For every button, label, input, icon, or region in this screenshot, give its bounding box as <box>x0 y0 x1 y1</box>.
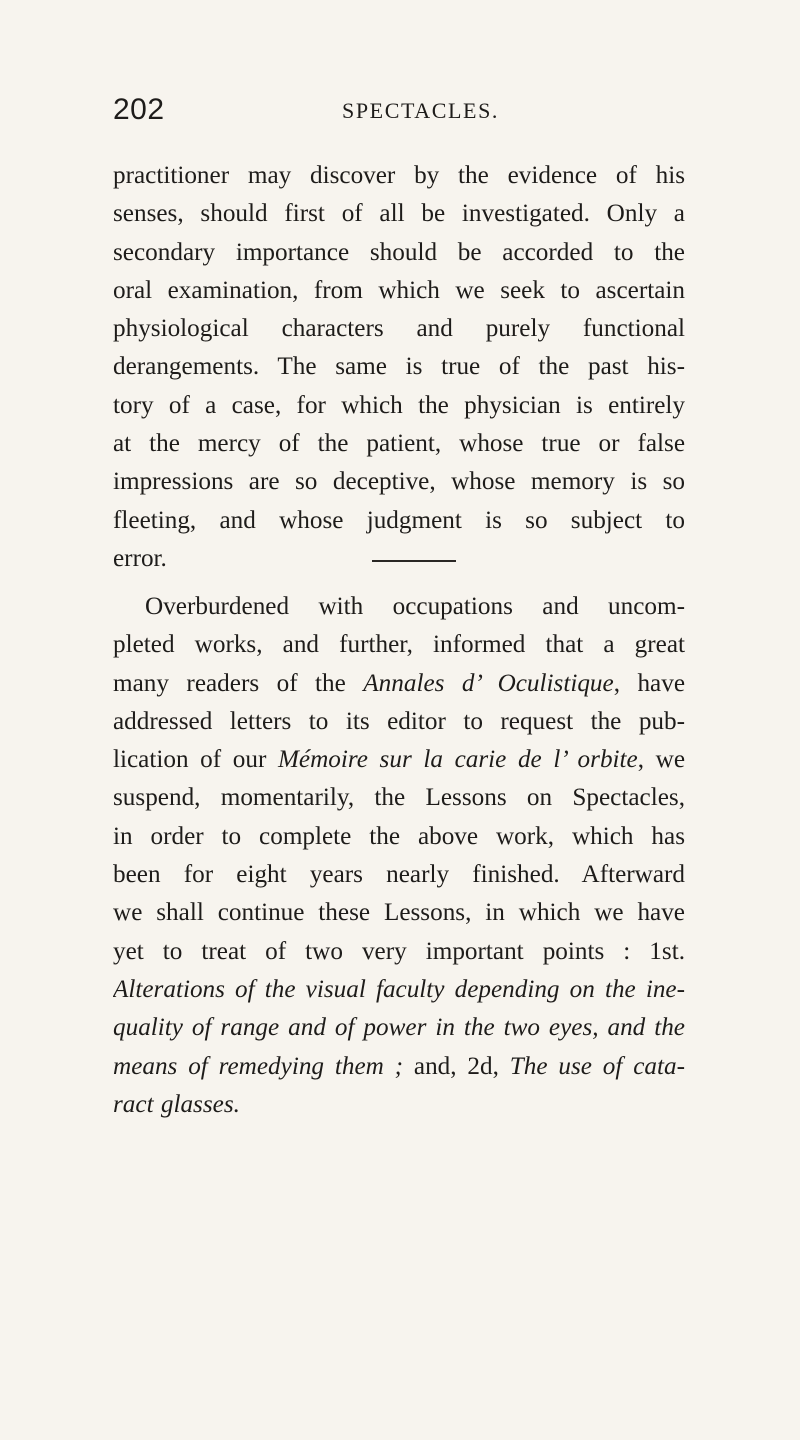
text-line: in order to complete the above work, which has <box>113 822 685 850</box>
text-line: suspend, momentarily, the Lessons on Spectacles, <box>113 784 685 812</box>
text-line <box>113 1048 685 1086</box>
text-line <box>113 741 685 779</box>
memoir-title: Mémoire sur la carie de l’ orbite <box>277 746 638 774</box>
text-line: physiological characters and purely functional <box>113 315 685 343</box>
text-line: at the mercy of the patient, whose true or false <box>113 430 685 458</box>
text-run: The use of cata- <box>509 1052 685 1080</box>
running-title: SPECTACLES. <box>342 98 500 123</box>
section-separator <box>372 560 456 562</box>
text-line: secondary importance should be accorded to the <box>113 238 685 266</box>
text-line: fleeting, and whose judgment is so subject to <box>113 506 685 534</box>
text-line: senses, should first of all be investigated. Only a <box>113 200 685 228</box>
text-line: pleted works, and further, informed that a great <box>113 631 685 659</box>
text-run: means of remedying them ; <box>113 1052 404 1080</box>
text-run: lication of our <box>113 746 278 774</box>
text-run: , we <box>637 746 685 774</box>
text-line: impressions are so deceptive, whose memory is so <box>113 468 685 496</box>
text-run: and, 2d, <box>403 1052 510 1080</box>
text-run: , have <box>613 669 685 697</box>
running-head <box>113 90 685 130</box>
journal-title: Annales d’ Oculistique <box>363 669 614 697</box>
text-run: many readers of the <box>113 669 364 697</box>
page-number: 202 <box>113 93 165 126</box>
text-line: ract glasses. <box>113 1090 240 1118</box>
text-line: addressed letters to its editor to request the pub- <box>113 707 685 735</box>
text-line: tory of a case, for which the physician is entirely <box>113 391 685 419</box>
text-line: derangements. The same is true of the past his- <box>113 353 685 381</box>
text-line: oral examination, from which we seek to ascertain <box>113 276 685 304</box>
text-line <box>113 665 685 703</box>
text-line: been for eight years nearly finished. Afterward <box>113 861 685 889</box>
text-line: Alterations of the visual faculty depending on the ine- <box>113 975 685 1003</box>
paragraph-2 <box>113 588 685 1124</box>
text-line: quality of range and of power in the two eyes, and the <box>113 1014 685 1042</box>
text-line: error. <box>113 544 167 572</box>
paragraph-1 <box>113 157 685 578</box>
text-line: Overburdened with occupations and uncom- <box>145 593 685 620</box>
text-line: we shall continue these Lessons, in which we have <box>113 899 685 927</box>
text-line: practitioner may discover by the evidence of his <box>113 162 685 189</box>
text-line: yet to treat of two very important points : 1st. <box>113 937 685 965</box>
